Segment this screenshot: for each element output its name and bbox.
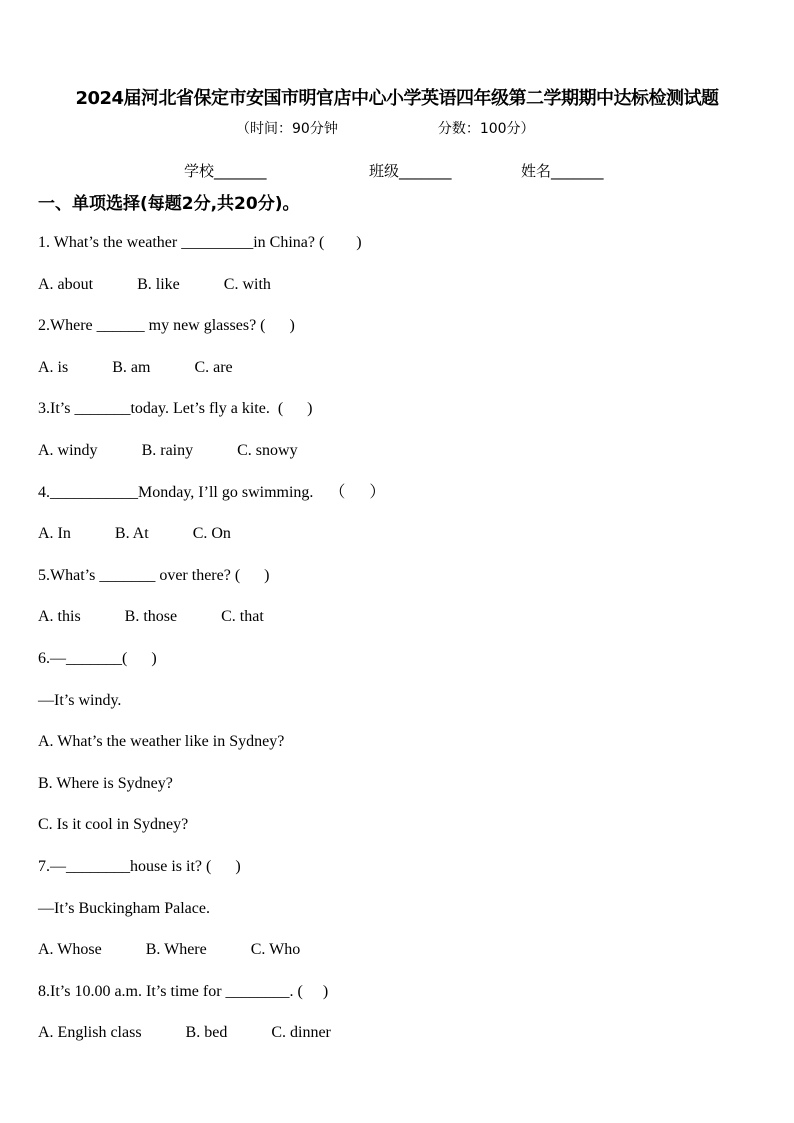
question-line: 5.What’s _______ over there? ( ) bbox=[38, 566, 270, 584]
question-line: C. Is it cool in Sydney? bbox=[38, 816, 189, 834]
option: C. On bbox=[192, 525, 231, 543]
questions bbox=[38, 222, 758, 1054]
option: B. bed bbox=[185, 1024, 228, 1042]
option: A. English class bbox=[38, 1024, 142, 1042]
question-line: 7.—________house is it? ( ) bbox=[38, 857, 241, 875]
option: C. are bbox=[194, 358, 233, 376]
question-line: 1. What’s the weather _________in China? ( ) bbox=[38, 234, 362, 251]
option: A. Whose bbox=[38, 941, 102, 959]
question-line: 8.It’s 10.00 a.m. It’s time for ________. ( ) bbox=[38, 982, 329, 1000]
answer-options bbox=[38, 264, 758, 306]
question-line: 6.—_______( ) bbox=[38, 649, 157, 667]
question-line: 2.Where ______ my new glasses? ( ) bbox=[38, 317, 295, 335]
option: A. In bbox=[38, 525, 71, 543]
option: B. At bbox=[114, 525, 149, 543]
question-line: B. Where is Sydney? bbox=[38, 774, 173, 792]
question-line: A. What’s the weather like in Sydney? bbox=[38, 733, 285, 751]
option: A. windy bbox=[38, 441, 98, 459]
name-field: 姓名_______ bbox=[521, 162, 604, 180]
option: C. Who bbox=[250, 941, 301, 959]
option: B. am bbox=[112, 358, 151, 376]
option: C. that bbox=[221, 608, 264, 626]
exam-subtitle bbox=[236, 118, 635, 138]
exam-title: 2024届河北省保定市安国市明官店中心小学英语四年级第二学期期中达标检测试题 bbox=[75, 88, 719, 109]
class-field: 班级_______ bbox=[369, 162, 452, 180]
school-field: 学校_______ bbox=[184, 162, 267, 180]
option: A. is bbox=[38, 358, 69, 376]
question-line: 3.It’s _______today. Let’s fly a kite. ( ) bbox=[38, 400, 313, 418]
option: B. rainy bbox=[141, 441, 194, 459]
answer-options bbox=[38, 430, 758, 472]
answer-options bbox=[38, 596, 758, 638]
question-line: 4.___________Monday, I’ll go swimming. （ ） bbox=[38, 483, 386, 501]
question-line: —It’s Buckingham Palace. bbox=[38, 899, 210, 917]
question-line: —It’s windy. bbox=[38, 691, 122, 709]
answer-options bbox=[38, 513, 758, 555]
option: B. like bbox=[137, 275, 180, 293]
answer-options bbox=[38, 347, 758, 389]
option: B. those bbox=[124, 608, 178, 626]
answer-options bbox=[38, 929, 758, 971]
section-heading: 一、单项选择(每题2分,共20分)。 bbox=[38, 194, 300, 214]
option: A. about bbox=[38, 275, 94, 293]
student-info bbox=[184, 160, 604, 181]
option: B. Where bbox=[145, 941, 207, 959]
option: C. with bbox=[223, 275, 271, 293]
option: C. snowy bbox=[237, 441, 298, 459]
answer-options bbox=[38, 1012, 758, 1054]
option: A. this bbox=[38, 608, 81, 626]
time-limit: （时间：90分钟 bbox=[236, 121, 338, 137]
option: C. dinner bbox=[271, 1024, 331, 1042]
total-score: 分数：100分） bbox=[437, 121, 535, 137]
